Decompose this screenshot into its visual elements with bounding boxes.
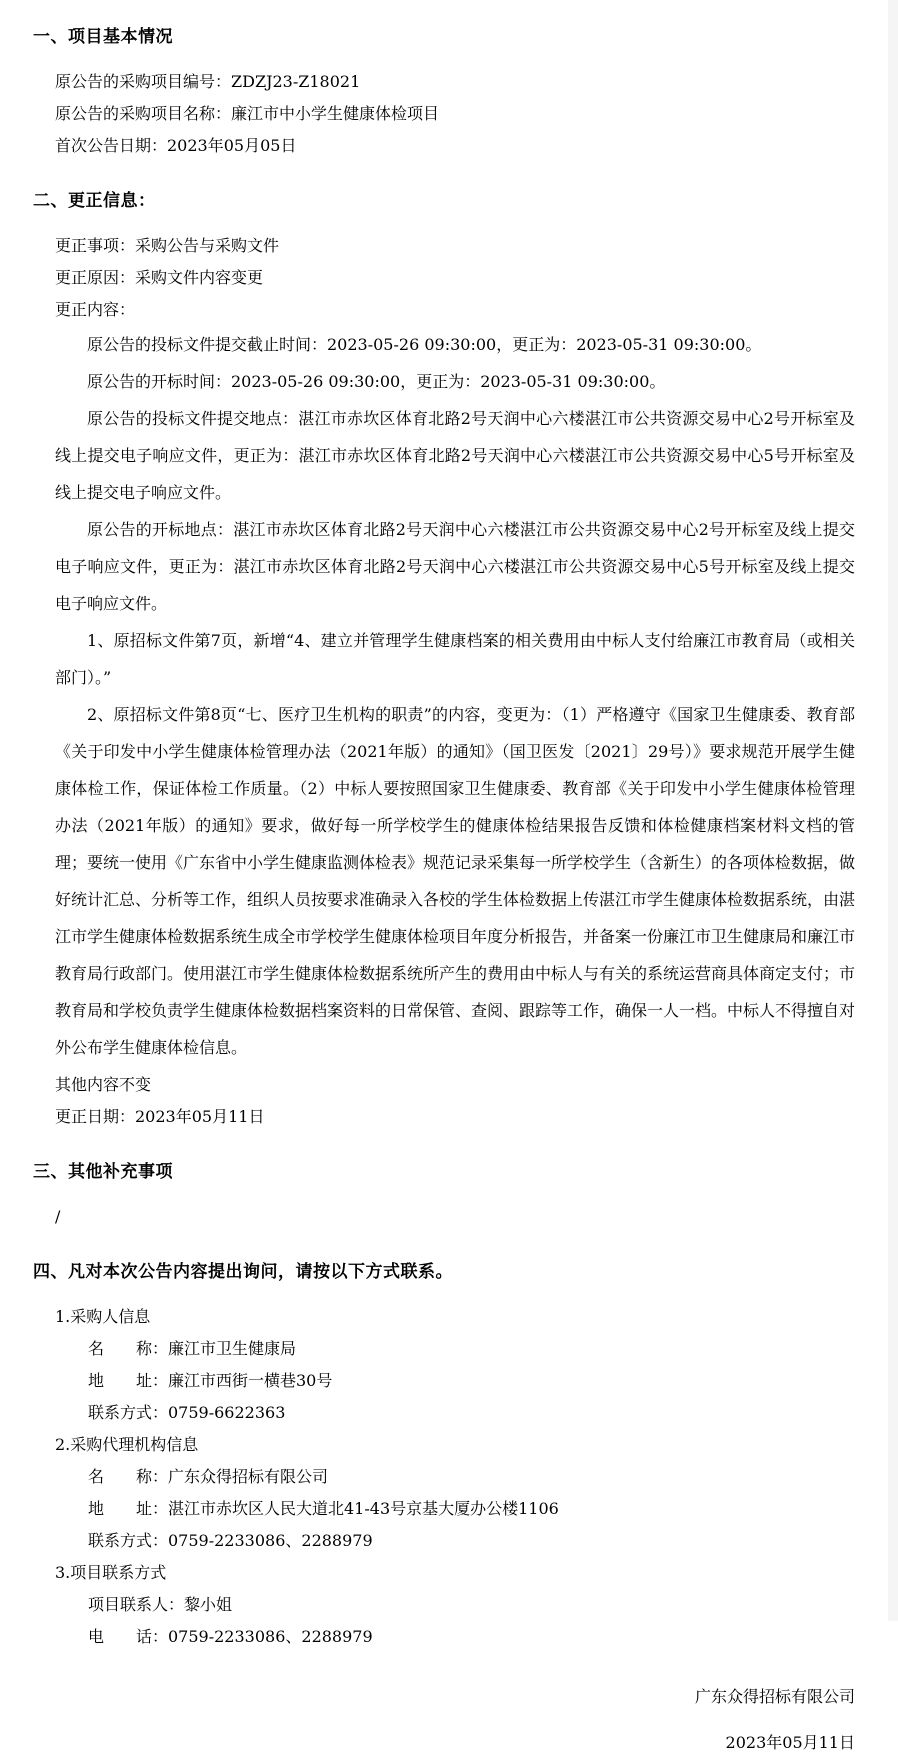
doc-paragraph-deadline-change: 原公告的投标文件提交截止时间：2023-05-26 09:30:00，更正为：2023-05-31 09:30:00。 <box>87 335 762 354</box>
section-supplement <box>33 1161 855 1233</box>
section-supplement-content <box>55 1201 855 1233</box>
contact-row-agency-name: 名 称：广东众得招标有限公司 <box>88 1467 329 1486</box>
contact-group-project-rows <box>88 1589 855 1653</box>
document-footer <box>33 1681 855 1759</box>
footer-company-name: 广东众得招标有限公司 <box>694 1687 855 1706</box>
doc-paragraph-openbid-time-change: 原公告的开标时间：2023-05-26 09:30:00，更正为：2023-05-31 09:30:00。 <box>87 372 666 391</box>
doc-line-correction-date: 更正日期：2023年05月11日 <box>55 1107 265 1126</box>
doc-line-correction-item: 更正事项：采购公告与采购文件 <box>55 236 280 255</box>
contact-row-project-phone: 电 话：0759-2233086、2288979 <box>88 1627 373 1646</box>
section-contact-heading: 四、凡对本次公告内容提出询问，请按以下方式联系。 <box>33 1262 453 1282</box>
contact-row-agency-address: 地 址：湛江市赤坎区人民大道北41-43号京基大厦办公楼1106 <box>88 1499 559 1518</box>
section-basic-info-heading: 一、项目基本情况 <box>33 27 173 47</box>
contact-group-purchaser-rows <box>88 1333 855 1429</box>
section-supplement-heading: 三、其他补充事项 <box>33 1162 173 1182</box>
scrollbar-track[interactable] <box>888 0 898 1621</box>
section-contact-content <box>55 1301 855 1653</box>
doc-paragraph-change-2: 2、原招标文件第8页“七、医疗卫生机构的职责”的内容，变更为：（1）严格遵守《国家卫生健康委、教育部《关于印发中小学生健康体检管理办法（2021年版）的通知》（国卫医发〔2021〕29号）》要求规范开展学生健康体检工作，保证体检工作质量。（2）中标人要按照国家卫生健康委、教育部《关于印发中小学生健康体检管理办法（2021年版）的通知》要求，做好每一所学校学生的健康体检结果报告反馈和体检健康档案材料文档的管理；要统一使用《广东省中小学生健康监测体检表》规范记录采集每一所学校学生（含新生）的各项体检数据，做好统计汇总、分析等工作，组织人员按要求准确录入各校的学生体检数据上传湛江市学生健康体检数据系统，由湛江市学生健康体检数据系统生成全市学校学生健康体检项目年度分析报告，并备案一份廉江市卫生健康局和廉江市教育局行政部门。使用湛江市学生健康体检数据系统所产生的费用由中标人与有关的系统运营商具体商定支付；市教育局和学校负责学生健康体检数据档案资料的日常保管、查阅、跟踪等工作，确保一人一档。中标人不得擅自对外公布学生健康体检信息。 <box>55 705 856 1057</box>
doc-paragraph-submit-place-change: 原公告的投标文件提交地点：湛江市赤坎区体育北路2号天润中心六楼湛江市公共资源交易中心2号开标室及线上提交电子响应文件，更正为：湛江市赤坎区体育北路2号天润中心六楼湛江市公共资源交易中心5号开标室及线上提交电子响应文件。 <box>55 409 855 502</box>
doc-line-correction-content-label: 更正内容： <box>55 300 136 319</box>
doc-line-project-name: 原公告的采购项目名称：廉江市中小学生健康体检项目 <box>55 104 440 123</box>
doc-paragraph-openbid-place-change: 原公告的开标地点：湛江市赤坎区体育北路2号天润中心六楼湛江市公共资源交易中心2号开标室及线上提交电子响应文件，更正为：湛江市赤坎区体育北路2号天润中心六楼湛江市公共资源交易中心5号开标室及线上提交电子响应文件。 <box>55 520 855 613</box>
section-correction-heading: 二、更正信息： <box>33 191 156 211</box>
doc-line-supplement-slash: / <box>55 1207 61 1226</box>
contact-group-agency-title: 2.采购代理机构信息 <box>55 1435 199 1454</box>
doc-line-correction-reason: 更正原因：采购文件内容变更 <box>55 268 264 287</box>
doc-line-project-number: 原公告的采购项目编号：ZDZJ23-Z18021 <box>55 72 361 91</box>
section-correction <box>33 190 855 1133</box>
contact-group-agency-rows <box>88 1461 855 1557</box>
doc-paragraph-change-1: 1、原招标文件第7页，新增“4、建立并管理学生健康档案的相关费用由中标人支付给廉江市教育局（或相关部门）。” <box>55 631 855 687</box>
doc-line-other-unchanged: 其他内容不变 <box>55 1075 152 1094</box>
section-correction-content <box>55 230 855 1133</box>
contact-row-purchaser-address: 地 址：廉江市西街一横巷30号 <box>88 1371 333 1390</box>
contact-row-purchaser-name: 名 称：廉江市卫生健康局 <box>88 1339 297 1358</box>
contact-row-agency-phone: 联系方式：0759-2233086、2288979 <box>88 1531 373 1550</box>
footer-date: 2023年05月11日 <box>725 1733 855 1752</box>
contact-group-project-title: 3.项目联系方式 <box>55 1563 167 1582</box>
contact-row-project-person: 项目联系人：黎小姐 <box>88 1595 233 1614</box>
contact-row-purchaser-phone: 联系方式：0759-6622363 <box>88 1403 286 1422</box>
doc-line-first-announce-date: 首次公告日期：2023年05月05日 <box>55 136 297 155</box>
section-contact <box>33 1261 855 1653</box>
contact-group-purchaser-title: 1.采购人信息 <box>55 1307 151 1326</box>
section-basic-info <box>33 26 855 162</box>
section-basic-info-content <box>55 66 855 162</box>
